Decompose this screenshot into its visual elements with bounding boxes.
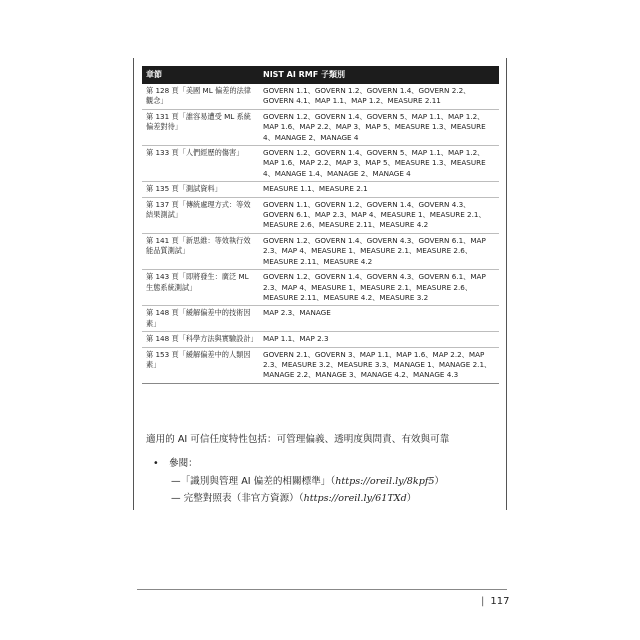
section-cell: 第 128 頁「美國 ML 偏差的法律觀念」 bbox=[142, 84, 259, 109]
section-cell: 第 143 頁「即將發生：廣泛 ML 生態系統測試」 bbox=[142, 270, 259, 306]
reference-text: 「識別與管理 AI 偏差的相關標準」（ bbox=[180, 476, 336, 487]
reference-item bbox=[171, 490, 416, 504]
subcategory-cell: GOVERN 1.2、GOVERN 1.4、GOVERN 5、MAP 1.1、MAP 1.2、MAP 1.6、MAP 2.2、MAP 3、MAP 5、MEASURE 1.3、MEASURE 4、MANAGE 2、MANAGE 4 bbox=[259, 109, 499, 145]
subcategory-cell: GOVERN 1.1、GOVERN 1.2、GOVERN 1.4、GOVERN 2.2、GOVERN 4.1、MAP 1.1、MAP 1.2、MEASURE 2.11 bbox=[259, 84, 499, 109]
table-row bbox=[142, 182, 499, 197]
nist-mapping-table bbox=[142, 66, 499, 384]
reference-text: 完整對照表（非官方資源）（ bbox=[183, 493, 304, 504]
dash-icon: — bbox=[171, 493, 181, 504]
table-row bbox=[142, 109, 499, 145]
footer-rule bbox=[137, 589, 507, 590]
dash-icon: — bbox=[171, 476, 181, 487]
subcategory-cell: MAP 2.3、MANAGE bbox=[259, 306, 499, 332]
subcategory-cell: GOVERN 2.1、GOVERN 3、MAP 1.1、MAP 1.6、MAP 2.2、MAP 2.3、MEASURE 3.2、MEASURE 3.3、MANAGE 1、MANAGE 2.1、MANAGE 2.2、MANAGE 3、MANAGE 4.2、MANAGE 4.3 bbox=[259, 347, 499, 383]
bullet-icon: • bbox=[153, 458, 159, 469]
subcategory-cell: GOVERN 1.1、GOVERN 1.2、GOVERN 1.4、GOVERN 4.3、GOVERN 6.1、MAP 2.3、MAP 4、MEASURE 1、MEASURE 2.1、MEASURE 2.6、MEASURE 2.11、MEASURE 4.2 bbox=[259, 197, 499, 233]
table-row bbox=[142, 197, 499, 233]
section-cell: 第 141 頁「新思維：等效執行效能品質測試」 bbox=[142, 233, 259, 269]
table-row bbox=[142, 270, 499, 306]
reference-link[interactable]: https://oreil.ly/8kpf5 bbox=[335, 476, 435, 487]
subcategory-cell: MEASURE 1.1、MEASURE 2.1 bbox=[259, 182, 499, 197]
reference-close: ） bbox=[406, 493, 417, 504]
section-cell: 第 137 頁「傳統處理方式：等效結果測試」 bbox=[142, 197, 259, 233]
column-header-subcategory: NIST AI RMF 子類別 bbox=[259, 66, 499, 84]
section-cell: 第 148 頁「科學方法與實驗設計」 bbox=[142, 332, 259, 347]
page-footer bbox=[481, 596, 509, 607]
section-cell: 第 148 頁「緩解偏差中的技術因素」 bbox=[142, 306, 259, 332]
table-row bbox=[142, 84, 499, 109]
column-header-section: 章節 bbox=[142, 66, 259, 84]
section-cell: 第 153 頁「緩解偏差中的人類因素」 bbox=[142, 347, 259, 383]
subcategory-cell: GOVERN 1.2、GOVERN 1.4、GOVERN 4.3、GOVERN 6.1、MAP 2.3、MAP 4、MEASURE 1、MEASURE 2.1、MEASURE 2.6、MEASURE 2.11、MEASURE 4.2 bbox=[259, 233, 499, 269]
table-row bbox=[142, 146, 499, 182]
reference-close: ） bbox=[434, 476, 445, 487]
table-row bbox=[142, 332, 499, 347]
subcategory-cell: MAP 1.1、MAP 2.3 bbox=[259, 332, 499, 347]
reference-item bbox=[171, 473, 444, 487]
references-label: 參閱： bbox=[169, 458, 198, 469]
reference-link[interactable]: https://oreil.ly/61TXd bbox=[303, 493, 407, 504]
references-heading bbox=[153, 455, 198, 469]
page-number: 117 bbox=[490, 596, 510, 607]
section-cell: 第 133 頁「人們經歷的傷害」 bbox=[142, 146, 259, 182]
table-row bbox=[142, 233, 499, 269]
table-row bbox=[142, 347, 499, 383]
table-header-row bbox=[142, 66, 499, 84]
subcategory-cell: GOVERN 1.2、GOVERN 1.4、GOVERN 5、MAP 1.1、MAP 1.2、MAP 1.6、MAP 2.2、MAP 3、MAP 5、MEASURE 1.3、MEASURE 4、MANAGE 1.4、MANAGE 2、MANAGE 4 bbox=[259, 146, 499, 182]
footer-separator: | bbox=[481, 596, 485, 607]
trustworthiness-note: 適用的 AI 可信任度特性包括：可管理偏義、透明度與問責、有效與可靠 bbox=[146, 434, 450, 445]
subcategory-cell: GOVERN 1.2、GOVERN 1.4、GOVERN 4.3、GOVERN 6.1、MAP 2.3、MAP 4、MEASURE 1、MEASURE 2.1、MEASURE 2.6、MEASURE 2.11、MEASURE 4.2、MEASURE 3.2 bbox=[259, 270, 499, 306]
section-cell: 第 135 頁「測試資料」 bbox=[142, 182, 259, 197]
table-row bbox=[142, 306, 499, 332]
section-cell: 第 131 頁「誰容易遭受 ML 系統偏差對待」 bbox=[142, 109, 259, 145]
